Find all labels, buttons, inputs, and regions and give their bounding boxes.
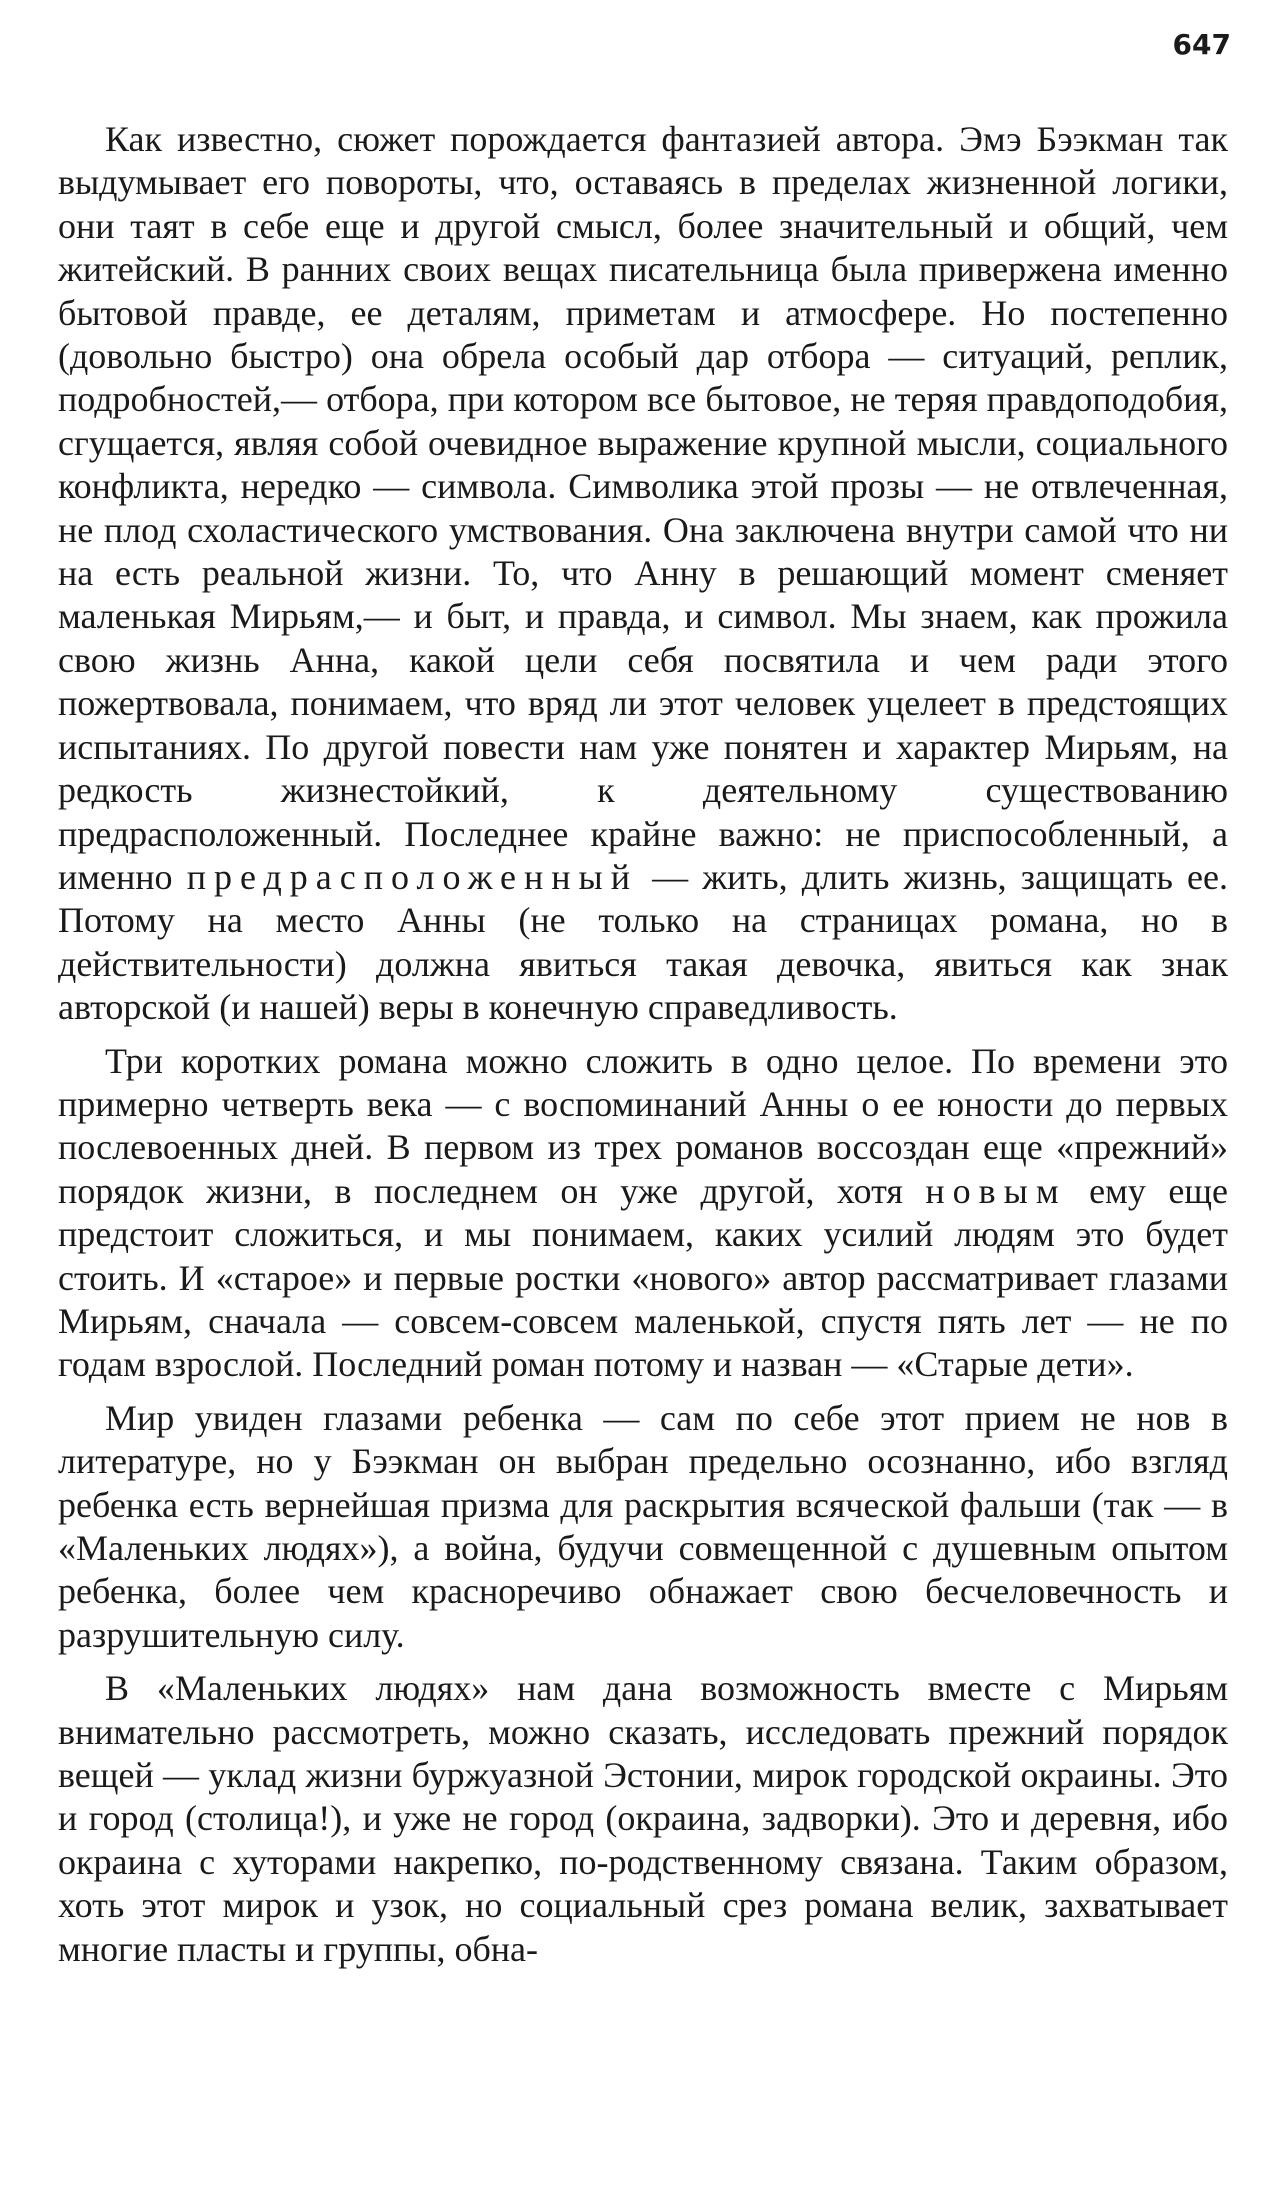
emphasized-word: новым xyxy=(925,1170,1067,1211)
paragraph-text: В «Маленьких людях» нам дана возможность вместе с Мирьям внимательно рассмотреть, можно сказать, исследовать прежний порядок вещей — уклад жизни буржуазной Эстонии, мирок городской окраины. Это и город (столица!), и уже не город (окраина, задворки). Это и деревня, ибо окраина с хуторами накрепко, по-родственному связана. Таким образом, хоть этот мирок и узок, но социальный срез романа велик, захватывает многие пласты и группы, обна- xyxy=(58,1668,1228,1969)
body-text xyxy=(58,118,1228,1981)
page-number: 647 xyxy=(1172,28,1231,61)
paragraph-2 xyxy=(58,1040,1228,1387)
paragraph-text: Как известно, сюжет порождается фантазией автора. Эмэ Бээкман так выдумывает его повороты, что, оставаясь в пределах жизненной логики, они таят в себе еще и другой смысл, более значительный и общий, чем житейский. В ранних своих вещах писательница была привержена именно бытовой правде, ее деталям, приметам и атмосфере. Но постепенно (довольно быстро) она обрела особый дар отбора — ситуаций, реплик, подробностей,— отбора, при котором все бытовое, не теряя правдоподобия, сгущается, являя собой очевидное выражение крупной мысли, социального конфликта, нередко — символа. Символика этой прозы — не отвлеченная, не плод схоластического умствования. Она заключена внутри самой что ни на есть реальной жизни. То, что Анну в решающий момент сменяет маленькая Мирьям,— и быт, и правда, и символ. Мы знаем, как прожила свою жизнь Анна, какой цели себя посвятила и чем ради этого пожертвовала, понимаем, что вряд ли этот человек уцелеет в предстоящих испытаниях. По другой повести нам уже понятен и характер Мирьям, на редкость жизнестойкий, к деятельному существованию предрасположенный. Последнее крайне важно: не приспособленный, а именно xyxy=(58,119,1228,897)
paragraph-text: Мир увиден глазами ребенка — сам по себе этот прием не нов в литературе, но у Бээкман он выбран предельно осознанно, ибо взгляд ребенка есть вернейшая призма для раскрытия всяческой фальши (так — в «Маленьких людях»), а война, будучи совмещенной с душевным опытом ребенка, более чем красноречиво обнажает свою бесчеловечность и разрушительную силу. xyxy=(58,1397,1228,1655)
emphasized-word: предрасположенный xyxy=(186,856,638,897)
paragraph-text: — жить, длить жизнь, защищать ее. Потому на место Анны (не только на страницах романа, но в действительности) должна явиться такая девочка, явиться как знак авторской (и нашей) веры в конечную справедливость. xyxy=(58,856,1228,1028)
paragraph-4 xyxy=(58,1667,1228,1971)
paragraph-3 xyxy=(58,1397,1228,1657)
paragraph-1 xyxy=(58,118,1228,1030)
paragraph-text: Три коротких романа можно сложить в одно целое. По времени это примерно четверть века — с воспоминаний Анны о ее юности до первых послевоенных дней. В первом из трех романов воссоздан еще «прежний» порядок жизни, в последнем он уже другой, хотя xyxy=(58,1040,1228,1211)
paragraph-text: ему еще предстоит сложиться, и мы понимаем, каких усилий людям это будет стоить. И «старое» и первые ростки «нового» автор рассматривает глазами Мирьям, сначала — совсем-совсем маленькой, спустя пять лет — не по годам взрослой. Последний роман потому и назван — «Старые дети». xyxy=(58,1170,1228,1385)
